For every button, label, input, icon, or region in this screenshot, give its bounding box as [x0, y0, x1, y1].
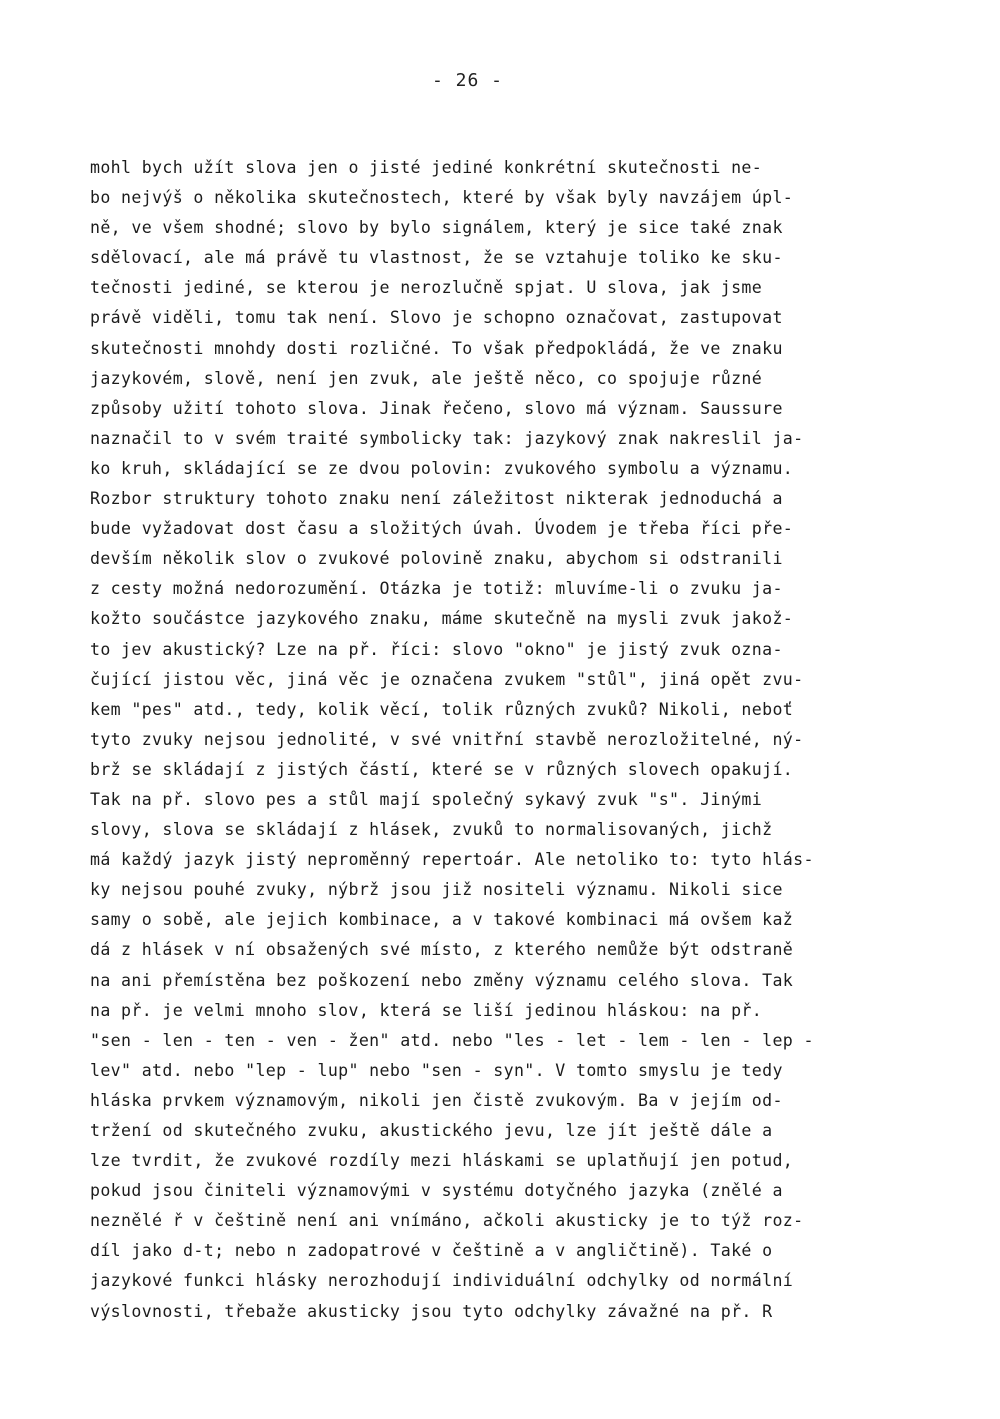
text-line: neznělé ř v češtině není ani vnímáno, ačkoli akusticky je to týž roz-	[90, 1211, 804, 1231]
text-line: lze tvrdit, že zvukové rozdíly mezi hláskami se uplatňují jen potud,	[90, 1151, 794, 1171]
text-line: ky nejsou pouhé zvuky, nýbrž jsou již nositeli významu. Nikoli sice	[90, 880, 783, 900]
text-line: na ani přemístěna bez poškození nebo změny významu celého slova. Tak	[90, 970, 794, 990]
text-line: právě viděli, tomu tak není. Slovo je schopno označovat, zastupovat	[90, 308, 783, 328]
text-line: tečnosti jediné, se kterou je nerozlučně spjat. U slova, jak jsme	[90, 278, 763, 298]
text-line: ně, ve všem shodné; slovo by bylo signálem, který je sice také znak	[90, 218, 783, 238]
text-line: bude vyžadovat dost času a složitých úvah. Úvodem je třeba říci pře-	[90, 519, 794, 539]
text-line: na př. je velmi mnoho slov, která se liší jedinou hláskou: na př.	[90, 1000, 763, 1020]
text-line: kem "pes" atd., tedy, kolik věcí, tolik různých zvuků? Nikoli, neboť	[90, 699, 794, 719]
text-line: tyto zvuky nejsou jednolité, v své vnitřní stavbě nerozložitelné, ný-	[90, 729, 804, 749]
text-line: lev" atd. nebo "lep - lup" nebo "sen - syn". V tomto smyslu je tedy	[90, 1060, 783, 1080]
text-line: naznačil to v svém traité symbolicky tak: jazykový znak nakreslil ja-	[90, 428, 804, 448]
text-line: díl jako d-t; nebo n zadopatrové v češtině a v angličtině). Také o	[90, 1241, 773, 1261]
text-line: čující jistou věc, jiná věc je označena zvukem "stůl", jiná opět zvu-	[90, 669, 804, 689]
text-line: výslovnosti, třebaže akusticky jsou tyto odchylky závažné na př. R	[90, 1301, 773, 1321]
text-line: slovy, slova se skládají z hlásek, zvuků to normalisovaných, jichž	[90, 820, 773, 840]
text-line: skutečnosti mnohdy dosti rozličné. To však předpokládá, že ve znaku	[90, 338, 783, 358]
text-line: kožto součástce jazykového znaku, máme skutečně na mysli zvuk jakož-	[90, 609, 794, 629]
text-line: "sen - len - ten - ven - žen" atd. nebo "les - let - lem - len - lep -	[90, 1030, 814, 1050]
text-line: hláska prvkem významovým, nikoli jen čistě zvukovým. Ba v jejím od-	[90, 1090, 783, 1110]
text-line: jazykovém, slově, není jen zvuk, ale ještě něco, co spojuje různé	[90, 368, 763, 388]
text-line: má každý jazyk jistý neproměnný repertoár. Ale netoliko to: tyto hlás-	[90, 850, 814, 870]
text-line: mohl bych užít slova jen o jisté jediné konkrétní skutečnosti ne-	[90, 158, 763, 177]
body-text	[90, 153, 920, 1327]
text-line: sdělovací, ale má právě tu vlastnost, že se vztahuje toliko ke sku-	[90, 248, 783, 268]
text-line: tržení od skutečného zvuku, akustického jevu, lze jít ještě dále a	[90, 1121, 773, 1140]
text-line: z cesty možná nedorozumění. Otázka je totiž: mluvíme-li o zvuku ja-	[90, 579, 783, 599]
text-line: bo nejvýš o několika skutečnostech, které by však byly navzájem úpl-	[90, 188, 794, 208]
text-line: samy o sobě, ale jejich kombinace, a v takové kombinaci má ovšem kaž	[90, 910, 794, 930]
text-line: to jev akustický? Lze na př. říci: slovo "okno" je jistý zvuk ozna-	[90, 639, 783, 659]
text-line: brž se skládají z jistých částí, které se v různých slovech opakují.	[90, 759, 794, 779]
text-line: pokud jsou činiteli významovými v systému dotyčného jazyka (znělé a	[90, 1181, 783, 1201]
text-line: způsoby užití tohoto slova. Jinak řečeno, slovo má význam. Saussure	[90, 398, 783, 418]
text-line: Tak na př. slovo pes a stůl mají společný sykavý zvuk "s". Jinými	[90, 789, 763, 809]
text-line: dá z hlásek v ní obsažených své místo, z kterého nemůže být odstraně	[90, 940, 794, 960]
page-number: - 26 -	[431, 70, 504, 91]
text-line: ko kruh, skládající se ze dvou polovin: zvukového symbolu a významu.	[90, 458, 794, 478]
text-line: Rozbor struktury tohoto znaku není záležitost nikterak jednoduchá a	[90, 489, 783, 509]
text-line: devším několik slov o zvukové polovině znaku, abychom si odstranili	[90, 549, 783, 569]
text-line: jazykové funkci hlásky nerozhodují individuální odchylky od normální	[90, 1271, 794, 1291]
